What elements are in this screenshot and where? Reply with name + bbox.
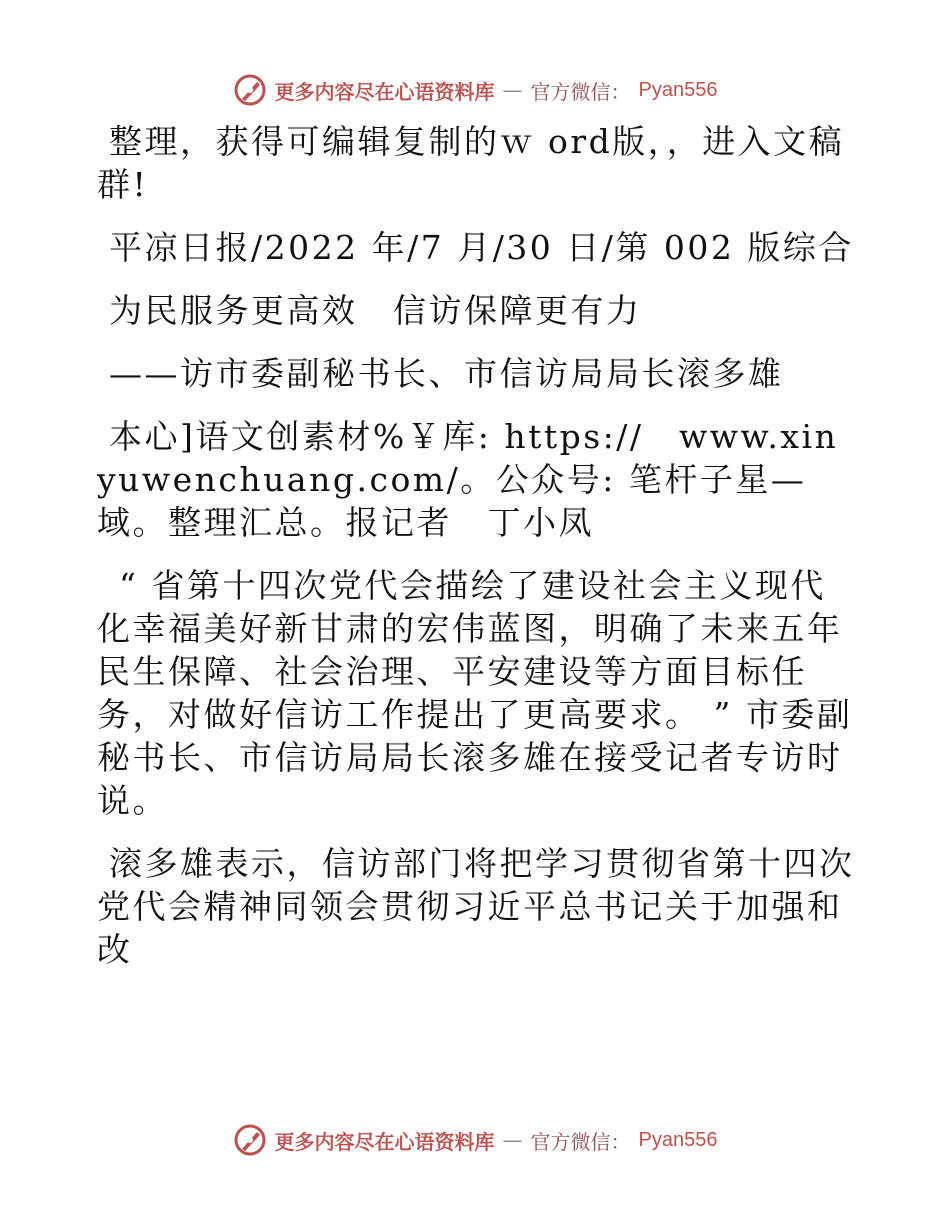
paragraph-byline: 本心]语文创素材%￥库: https:// www.xinyuwenchuang.com/。公众号: 笔杆子星—域。整理汇总。报记者 丁小凤: [97, 417, 839, 542]
article-subtitle: ——访市委副秘书长、市信访局局长滚多雄: [109, 354, 784, 393]
header-watermark-banner: [0, 70, 950, 110]
banner-wechat-id: Pyan556: [638, 78, 718, 101]
banner-brand-text: 更多内容尽在心语资料库: [274, 1129, 495, 1154]
article-title: 为民服务更高效 信访保障更有力: [109, 291, 642, 330]
paragraph-source-line: 平凉日报/2022 年/7 月/30 日/第 002 版综合: [109, 228, 854, 267]
document-body: [97, 120, 857, 991]
quill-pen-logo-icon: [233, 1123, 267, 1157]
banner-separator: —: [502, 1128, 523, 1152]
banner-official-label: 官方微信：: [530, 1129, 631, 1154]
paragraph-body-1: “ 省第十四次党代会描绘了建设社会主义现代化幸福美好新甘肃的宏伟蓝图，明确了未来五年民生保障、社会治理、平安建设等方面目标任务，对做好信访工作提出了更高要求。 ” 市委副秘书长、市信访局局长滚多雄在接受记者专访时说。: [97, 566, 853, 820]
banner-separator: —: [502, 78, 523, 102]
banner-wechat-id: Pyan556: [638, 1128, 718, 1151]
quill-pen-logo-icon: [233, 73, 267, 107]
banner-brand-text: 更多内容尽在心语资料库: [274, 79, 495, 104]
paragraph-intro: 整理，获得可编辑复制的ｗ ord版，，进入文稿群!: [97, 122, 845, 204]
paragraph-body-2: 滚多雄表示，信访部门将把学习贯彻省第十四次党代会精神同领会贯彻习近平总书记关于加强和改: [97, 844, 855, 969]
banner-official-label: 官方微信：: [530, 79, 631, 104]
footer-watermark-banner: [0, 1120, 950, 1160]
